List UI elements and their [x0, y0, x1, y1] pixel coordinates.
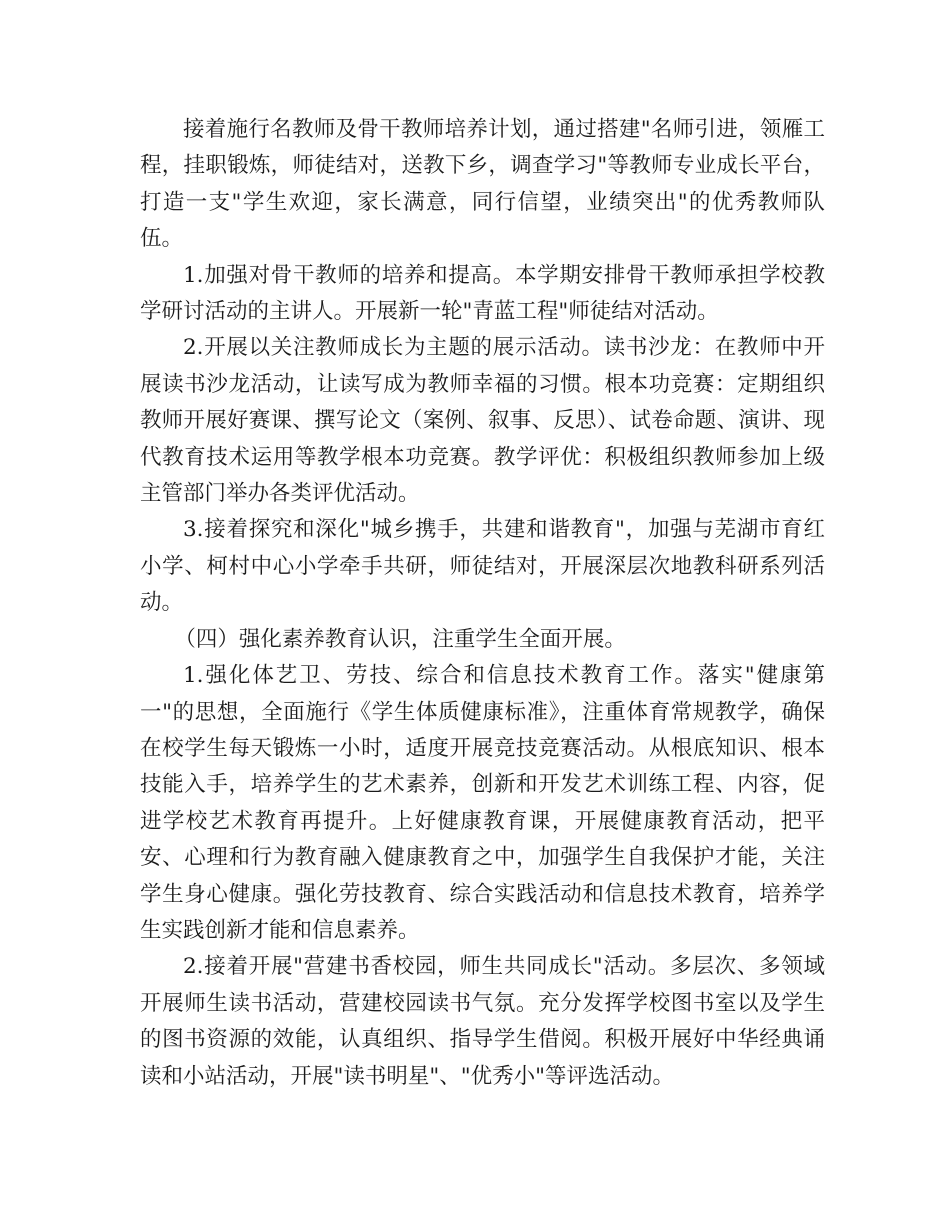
paragraph-item-1: 1.加强对骨干教师的培养和提高。本学期安排骨干教师承担学校教学研讨活动的主讲人。开展新一轮"青蓝工程"师徒结对活动。 [140, 262, 825, 325]
paragraph-item-2: 2.开展以关注教师成长为主题的展示活动。读书沙龙：在教师中开展读书沙龙活动，让读写成为教师幸福的习惯。根本功竞赛：定期组织教师开展好赛课、撰写论文（案例、叙事、反思）、试卷命题、演讲、现代教育技术运用等教学根本功竞赛。教学评优：积极组织教师参加上级主管部门举办各类评优活动。 [140, 335, 825, 507]
section-heading-4: （四）强化素养教育认识，注重学生全面开展。 [174, 626, 626, 652]
paragraph-section4-item-1: 1.强化体艺卫、劳技、综合和信息技术教育工作。落实"健康第一"的思想，全面施行《学生体质健康标准》，注重体育常规教学，确保在校学生每天锻炼一小时，适度开展竞技竞赛活动。从根底知识、根本技能入手，培养学生的艺术素养，创新和开发艺术训练工程、内容，促进学校艺术教育再提升。上好健康教育课，开展健康教育活动，把平安、心理和行为教育融入健康教育之中，加强学生自我保护才能，关注学生身心健康。强化劳技教育、综合实践活动和信息技术教育，培养学生实践创新才能和信息素养。 [140, 663, 825, 943]
paragraph-section4-item-2: 2.接着开展"营建书香校园，师生共同成长"活动。多层次、多领域开展师生读书活动，营建校园读书气氛。充分发挥学校图书室以及学生的图书资源的效能，认真组织、指导学生借阅。积极开展好中华经典诵读和小站活动，开展"读书明星"、"优秀小"等评选活动。 [140, 954, 825, 1089]
paragraph-item-3: 3.接着探究和深化"城乡携手，共建和谐教育"，加强与芜湖市育红小学、柯村中心小学牵手共研，师徒结对，开展深层次地教科研系列活动。 [140, 517, 825, 616]
paragraph-intro: 接着施行名教师及骨干教师培养计划，通过搭建"名师引进，领雁工程，挂职锻炼，师徒结对，送教下乡，调查学习"等教师专业成长平台，打造一支"学生欢迎，家长满意，同行信望，业绩突出"的优秀教师队伍。 [140, 117, 825, 252]
document-page [140, 112, 825, 1095]
